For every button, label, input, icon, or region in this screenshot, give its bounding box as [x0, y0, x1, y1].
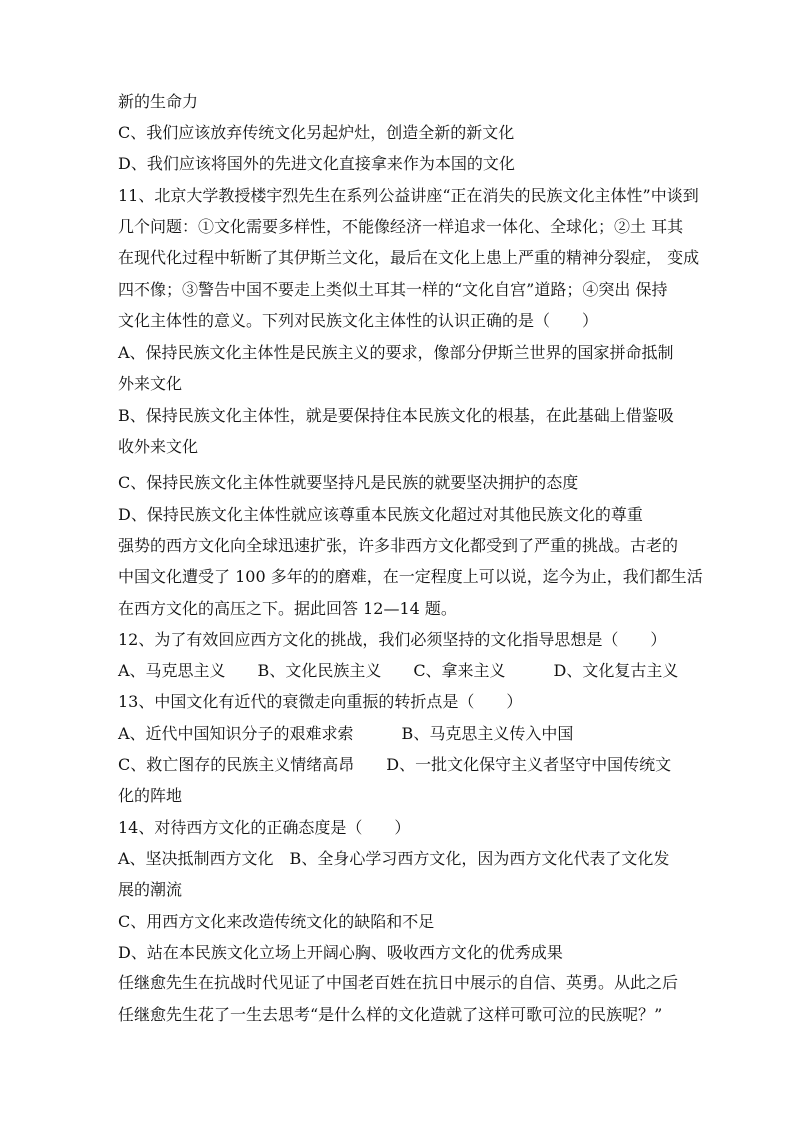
text-line: 收外来文化 [118, 437, 199, 456]
options-line: C、救亡图存的民族主义情绪高昂 D、一批文化保守主义者坚守中国传统文 [118, 755, 672, 774]
question-12-line: 12、为了有效回应西方文化的挑战，我们必须坚持的文化指导思想是（ ） [118, 630, 667, 649]
option-b-line: B、保持民族文化主体性，就是要保持住本民族文化的根基，在此基础上借鉴吸 [118, 406, 674, 425]
text-line: 在现代化过程中斩断了其伊斯兰文化，最后在文化上患上严重的精神分裂症， 变成 [118, 248, 700, 267]
option-c-line: C、我们应该放弃传统文化另起炉灶，创造全新的新文化 [118, 123, 515, 142]
option-d-line: D、保持民族文化主体性就应该尊重本民族文化超过对其他民族文化的尊重 [118, 505, 643, 524]
text-line: 化的阵地 [118, 786, 183, 805]
options-line: A、坚决抵制西方文化 B、全身心学习西方文化，因为西方文化代表了文化发 [118, 849, 670, 868]
text-line: 任继愈先生花了一生去思考“是什么样的文化造就了这样可歌可泣的民族呢？” [118, 1005, 663, 1024]
text-line: 文化主体性的意义。下列对民族文化主体性的认识正确的是（ ） [118, 311, 599, 330]
text-line: 几个问题：①文化需要多样性，不能像经济一样追求一体化、全球化；②土 耳其 [118, 217, 684, 236]
option-a-line: A、保持民族文化主体性是民族主义的要求，像部分伊斯兰世界的国家拼命抵制 [118, 343, 674, 362]
option-d-line: D、站在本民族文化立场上开阔心胸、吸收西方文化的优秀成果 [118, 943, 563, 962]
text-line: 展的潮流 [118, 880, 183, 899]
text-line: 新的生命力 [118, 92, 199, 111]
option-c-line: C、保持民族文化主体性就要坚持凡是民族的就要坚决拥护的态度 [118, 473, 579, 492]
text-line: 中国文化遭受了 100 多年的的磨难，在一定程度上可以说，迄今为止，我们都生活 [118, 567, 703, 586]
text-line: 外来文化 [118, 374, 183, 393]
option-d-line: D、我们应该将国外的先进文化直接拿来作为本国的文化 [118, 154, 515, 173]
question-11-line: 11、北京大学教授楼宇烈先生在系列公益讲座“正在消失的民族文化主体性”中谈到 [118, 186, 699, 205]
question-13-line: 13、中国文化有近代的衰微走向重振的转折点是（ ） [118, 692, 523, 711]
text-line: 四不像；③警告中国不要走上类似土耳其一样的“文化自宫”道路；④突出 保持 [118, 280, 668, 299]
text-line: 强势的西方文化向全球迅速扩张，许多非西方文化都受到了严重的挑战。古老的 [118, 536, 679, 555]
text-line: 任继愈先生在抗战时代见证了中国老百姓在抗日中展示的自信、英勇。从此之后 [118, 973, 679, 992]
options-line: A、马克思主义 B、文化民族主义 C、拿来主义 D、文化复古主义 [118, 661, 679, 680]
option-c-line: C、用西方文化来改造传统文化的缺陷和不足 [118, 912, 435, 931]
text-line: 在西方文化的高压之下。据此回答 12—14 题。 [118, 599, 457, 618]
question-14-line: 14、对待西方文化的正确态度是（ ） [118, 818, 411, 837]
options-line: A、近代中国知识分子的艰难求索 B、马克思主义传入中国 [118, 724, 574, 743]
